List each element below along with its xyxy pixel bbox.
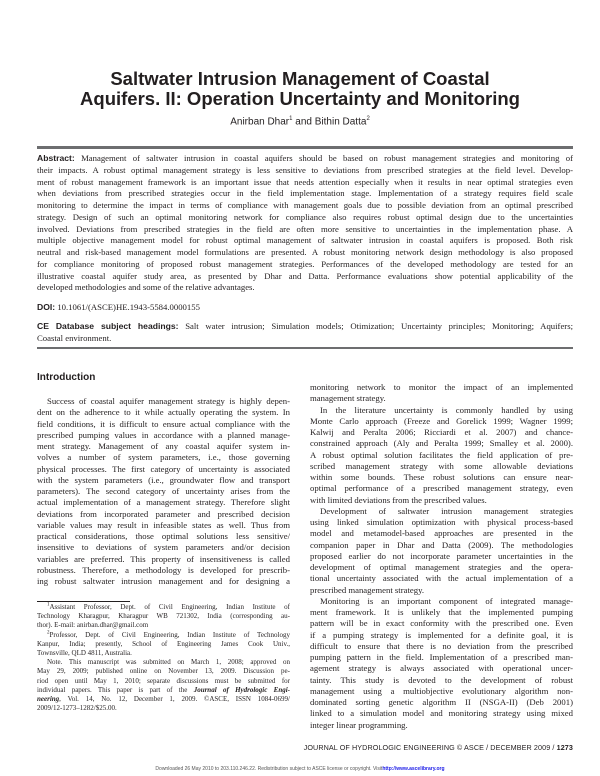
- footnote-line: May 29, 2009; published online on November 13, 2009. Discussion pe-: [37, 667, 290, 676]
- text-line: involved. Deviations from prescribed strategies in the field are often more sensitive to uncertainties in the implementation phase. A: [37, 223, 573, 234]
- footnote-line: Technology Kharagpur, Kharagpur WB 721302, India (corresponding au-: [37, 612, 290, 621]
- text-line: ment strategy. Management of any coastal aquifer system in-: [37, 441, 290, 451]
- subject-line: Salt water intrusion; Simulation models; Otimization; Uncertainty principles; Monitoring; Aquifers;: [185, 321, 573, 331]
- ascelibrary-link[interactable]: http://www.ascelibrary.org: [382, 766, 445, 772]
- text-line: model and metamodel-based approaches are presented in the: [310, 528, 573, 539]
- footnote-line: Note. This manuscript was submitted on March 1, 2008; approved on: [47, 658, 290, 667]
- abstract-bottom-rule: [37, 347, 573, 349]
- text-line: variable values may result in infeasible states as well. Thus from: [37, 519, 290, 530]
- text-line: pumping pattern in the field. Implementation of a prescribed man-: [310, 652, 573, 662]
- top-rule: [37, 146, 573, 149]
- text-line: dent on the adherence to it while actually operating the system. In: [37, 407, 290, 418]
- right-column: [310, 382, 573, 731]
- text-line: pattern will be in exact conformity with the prescribed one. Even: [310, 618, 573, 629]
- abstract-line: Management of saltwater intrusion in coastal aquifers should be based on robust management strategies and monitoring of: [81, 153, 574, 163]
- text-line: companion paper in Dhar and Datta (2009). The methodologies: [310, 539, 573, 550]
- text-line: parameters). The second category of uncertainty arises from the: [37, 486, 290, 496]
- text-line: difficult to ensure that there is no deviation from the prescribed: [310, 640, 573, 651]
- text-line: Kalwij and Peralta 2006; Ricciardi et al. 2007) and chance-: [310, 427, 573, 437]
- text-line: insensitive to deviations of system parameters and/or decision: [37, 542, 290, 553]
- text-line: prescribed management strategy.: [310, 584, 425, 595]
- text-line: Monitoring is an important component of integrated manage-: [320, 595, 573, 606]
- text-line: strategy. Design of such an optimal monitoring network for compliance also requires robust optimal design due to the uncertainties: [37, 211, 573, 222]
- text-line: development of optimal management strategies and the opera-: [310, 562, 573, 572]
- footnote-line: 2009/12-1273–1282/$25.00.: [37, 704, 117, 713]
- text-line: Development of saltwater intrusion management strategies: [320, 505, 573, 516]
- text-line: constrained approach (Aly and Peralta 1999; Smalley et al. 2000).: [310, 438, 573, 449]
- footnote-line: Professor, Dept. of Civil Engineering, Indian Institute of Technology: [49, 630, 290, 639]
- text-line: tainty. This study is devoted to the development of robust: [310, 674, 573, 685]
- text-line: practical considerations, those optimal solutions less sensitive/: [37, 531, 290, 541]
- text-line: ment framework. It is unlikely that the implemented pumping: [310, 607, 573, 617]
- title-line-1: Saltwater Intrusion Management of Coastal: [110, 68, 490, 89]
- title-line-2: Aquifers. II: Operation Uncertainty and Monitoring: [80, 88, 520, 109]
- footnotes: [37, 603, 290, 713]
- section-heading-introduction: Introduction: [37, 372, 96, 383]
- footnote-line: Assistant Professor, Dept. of Civil Engineering, Indian Institute of: [49, 603, 290, 611]
- text-line: multiple objective management model for robust optimal management of saltwater intrusion in coastal aquifers is proposed. Both risk: [37, 235, 573, 246]
- text-line: volves a number of system parameters, i.e., those governing: [37, 452, 290, 463]
- text-line: developed methodologies and some of the relative advantages.: [37, 282, 255, 293]
- text-line: variables are preferred. This property of insensitiveness is called: [37, 553, 290, 564]
- text-line: [37, 153, 573, 165]
- text-line: ing robust saltwater intrusion management and for designing a: [37, 576, 290, 586]
- text-line: optimal performance of a prescribed management strategy, even: [310, 483, 573, 494]
- abstract: [37, 153, 573, 294]
- authors-and: and: [292, 116, 315, 128]
- text-line: physical processes. The first category of uncertainty is associated: [37, 463, 290, 474]
- text-line: tional uncertainty associated with the actual implementation of a: [310, 573, 573, 584]
- footnote-line: individual papers. This paper is part of the: [37, 685, 188, 694]
- text-line: dominated sorting genetic algorithm II (NSGA-II) (Deb 2001): [310, 697, 573, 707]
- text-line: with limited deviations from the prescribed values.: [310, 494, 487, 505]
- text-line: agement strategy is always associated with operational uncer-: [310, 663, 573, 674]
- page-number: 1273: [556, 743, 573, 752]
- footnote-rule: [37, 601, 130, 602]
- text-line: if a pumping strategy is implemented for a definite goal, it is: [310, 629, 573, 640]
- text-line: neutral and risk-based management model formulations are presented. A robust monitoring network design methodology is also proposed: [37, 247, 573, 257]
- abstract-label: Abstract:: [37, 153, 75, 163]
- text-line: monitoring to determine the impact in terms of compliance with management goals due to possible deviation from an optimal prescribed: [37, 200, 573, 210]
- doi: [37, 302, 573, 314]
- author-1-sup: 1: [289, 116, 293, 122]
- author-2-sup: 2: [366, 116, 370, 122]
- text-line: monitoring network to monitor the impact of an implemented: [310, 382, 573, 392]
- footnote-line: riod open until May 1, 2010; separate discussions must be submitted for: [37, 676, 290, 685]
- text-line: their impacts. A robust optimal management strategy is less sensitive to deviations from prescribed strategies at the field level. Develop-: [37, 164, 573, 175]
- text-line: prescribed pumping values in accordance with a planned manage-: [37, 429, 290, 440]
- journal-name: Journal of Hydrologic Engi-: [193, 685, 291, 694]
- authors: [0, 116, 600, 127]
- footnote-line: thor). E-mail: anirban.dhar@gmail.com: [37, 621, 149, 630]
- text-line: Monte Carlo approach (Freeze and Gorelick 1999; Wagner 1999;: [310, 415, 573, 426]
- download-notice: [0, 766, 600, 773]
- text-line: field conditions, it is difficult to ensure actual compliance with the: [37, 418, 290, 429]
- text-line: integer linear programming.: [310, 719, 408, 730]
- journal-name: neering: [37, 694, 60, 703]
- author-2: Bithin Datta: [314, 116, 367, 128]
- text-line: In the literature uncertainty is commonly handled by using: [320, 404, 573, 415]
- text-line: robustness. Therefore, a methodology is developed for prescrib-: [37, 564, 290, 575]
- footer-journal: JOURNAL OF HYDROLOGIC ENGINEERING © ASCE / DECEMBER 2009 /: [303, 743, 557, 752]
- footnote-line: Kanpur, India; presently, School of Engineering James Cook Univ.,: [37, 639, 290, 648]
- doi-value: 10.1061/(ASCE)HE.1943-5584.0000155: [57, 302, 200, 312]
- journal-footer: [304, 743, 573, 752]
- text-line: actual implementation of a management strategy. Therefore slight: [37, 497, 290, 508]
- text-line: scribed management strategy with some allowable deviations: [310, 460, 573, 471]
- text-line: proposed earlier do not incorporate parameter uncertainties in the: [310, 550, 573, 561]
- text-line: illustrative coastal aquifer study area, as presented by Dhar and Datta. Performance evaluations show potential applicability of the: [37, 270, 573, 281]
- author-1: Anirban Dhar: [230, 116, 290, 128]
- footnote-line: Townsville, QLD 4811, Australia.: [37, 648, 132, 657]
- subject-headings: [37, 321, 573, 345]
- subject-line: Coastal environment.: [37, 332, 112, 343]
- text-line: A robust optimal solution facilitates the field application of pre-: [310, 449, 573, 460]
- footnote-sup: 1: [47, 602, 50, 608]
- paper-title: [0, 69, 600, 109]
- subject-label: CE Database subject headings:: [37, 321, 179, 331]
- footnote-line: , Vol. 14, No. 12, December 1, 2009. ©ASCE, ISSN 1084-0699/: [59, 694, 290, 703]
- text-line: for compliance monitoring of proposed robust management strategies. Performances of the developed methodology are tested for an: [37, 258, 573, 269]
- text-line: management using a multiobjective evolutionary algorithm non-: [310, 685, 573, 696]
- text-line: with the system parameters (i.e., groundwater flow and transport: [37, 474, 290, 485]
- text-line: deviations from incorporated parameter and prescribed decision: [37, 508, 290, 519]
- left-column: [37, 396, 290, 587]
- text-line: using linked simulation optimization with physical process-based: [310, 517, 573, 527]
- doi-label: DOI:: [37, 302, 56, 312]
- text-line: within some bounds. These robust solutions can ensure near-: [310, 472, 573, 482]
- text-line: Success of coastal aquifer management strategy is highly depen-: [47, 396, 290, 406]
- text-line: linked to a simulation model and monitoring strategy using mixed: [310, 708, 573, 719]
- text-line: management strategy.: [310, 393, 386, 404]
- footnote-sup: 2: [47, 630, 50, 636]
- text-line: when deviations from prescribed strategies occur in the field implementation stage. Implementation of a strategy requires field scale: [37, 188, 573, 199]
- text-line: ment of robust management framework is an important issue that needs attention especially when it results in near optimal strategies even: [37, 176, 573, 187]
- download-text: Downloaded 26 May 2010 to 203.110.246.22. Redistribution subject to ASCE license or copyright. Visit: [155, 766, 383, 772]
